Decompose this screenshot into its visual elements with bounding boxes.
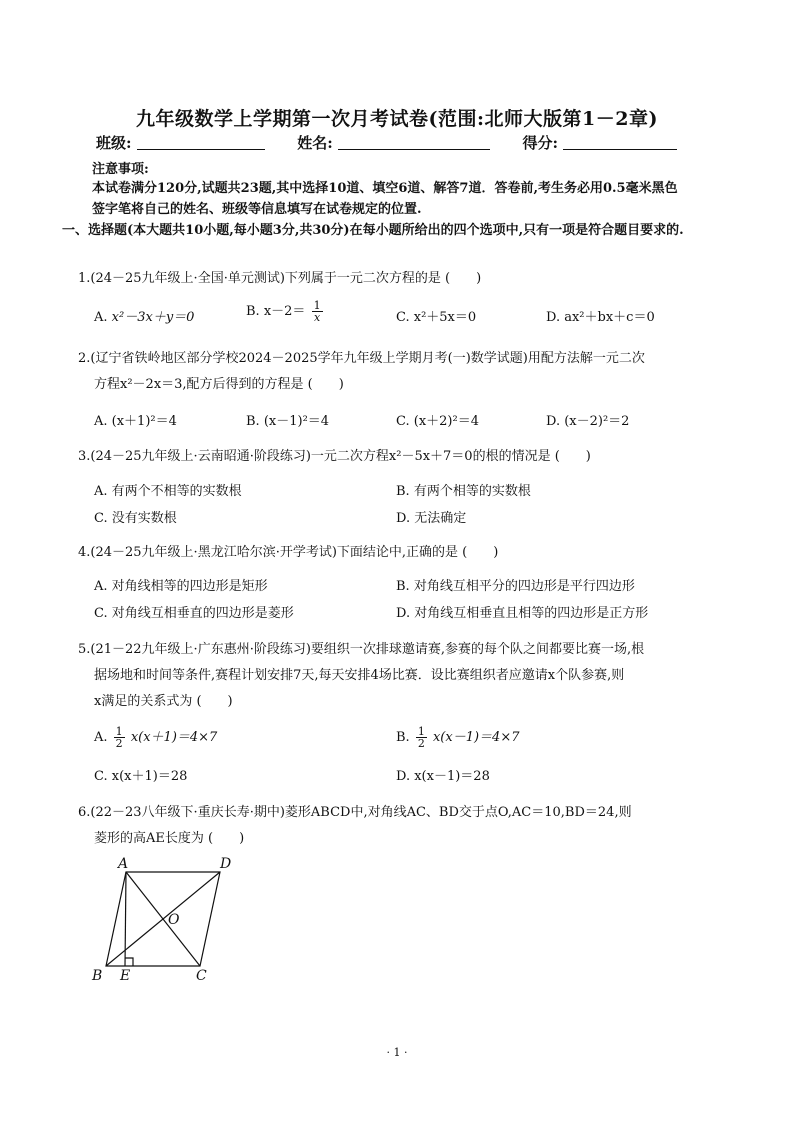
q3-option-d: D. 无法确定	[396, 511, 467, 526]
notes-line-2: 签字笔将自己的姓名、班级等信息填写在试卷规定的位置.	[92, 202, 422, 217]
q1-option-a	[94, 306, 194, 325]
point-label-d: D	[220, 856, 232, 872]
q1-option-a-letter: A.	[94, 310, 108, 325]
q4-option-a: A. 对角线相等的四边形是矩形	[94, 579, 268, 594]
rhombus-figure	[88, 852, 232, 986]
q4-option-c: C. 对角线互相垂直的四边形是菱形	[94, 606, 294, 621]
page-number: · 1 ·	[386, 1046, 408, 1059]
q3-option-b: B. 有两个相等的实数根	[396, 484, 531, 499]
notes-line-1: 本试卷满分120分,试题共23题,其中选择10道、填空6道、解答7道．答卷前,考生务必用0.5毫米黑色	[92, 181, 678, 196]
section-heading: 一、选择题(本大题共10小题,每小题3分,共30分)在每小题所给出的四个选项中,只有一项是符合题目要求的.	[62, 223, 684, 238]
q5-option-a-expr: x(x＋1)＝4×7	[130, 730, 218, 745]
q5-option-c: C. x(x＋1)＝28	[94, 769, 188, 784]
score-label: 得分:	[522, 134, 559, 152]
question-5-line-2: 据场地和时间等条件,赛程计划安排7天,每天安排4场比赛．设比赛组织者应邀请x个队参赛,则	[94, 668, 625, 683]
q5-option-b-fraction	[416, 726, 427, 749]
fraction-denominator: 2	[417, 737, 425, 750]
question-6-line-1: 6.(22－23八年级下·重庆长寿·期中)菱形ABCD中,对角线AC、BD交于点O,AC＝10,BD＝24,则	[78, 805, 632, 820]
fraction-denominator: x	[313, 311, 321, 324]
fraction-numerator: 1	[313, 299, 321, 312]
q1-option-b-text: B. x－2＝	[246, 304, 306, 319]
point-label-b: B	[92, 968, 103, 984]
q5-option-a	[94, 726, 217, 749]
q5-option-b-letter: B.	[396, 730, 410, 745]
score-field[interactable]	[563, 135, 677, 150]
question-1-stem: 1.(24－25九年级上·全国·单元测试)下列属于一元二次方程的是 ( )	[78, 271, 482, 286]
q1-option-d: D. ax²＋bx＋c＝0	[546, 310, 655, 325]
q4-option-b: B. 对角线互相平分的四边形是平行四边形	[396, 579, 635, 594]
q3-option-c: C. 没有实数根	[94, 511, 177, 526]
point-label-e: E	[120, 968, 131, 984]
question-6-line-2: 菱形的高AE长度为 ( )	[94, 831, 245, 846]
question-2-line-2: 方程x²－2x＝3,配方后得到的方程是 ( )	[94, 377, 344, 392]
question-5-line-3: x满足的关系式为 ( )	[94, 694, 233, 709]
question-3-stem: 3.(24－25九年级上·云南昭通·阶段练习)一元二次方程x²－5x＋7＝0的根的情况是 ( )	[78, 449, 591, 464]
q3-option-a: A. 有两个不相等的实数根	[94, 484, 242, 499]
fraction-numerator: 1	[417, 725, 425, 738]
q2-option-d: D. (x－2)²＝2	[546, 414, 630, 429]
question-2-line-1: 2.(辽宁省铁岭地区部分学校2024－2025学年九年级上学期月考(一)数学试题)用配方法解一元二次	[78, 351, 645, 366]
right-angle-mark	[125, 958, 133, 966]
notes-body	[92, 178, 732, 220]
q1-option-b	[246, 300, 325, 323]
fraction-numerator: 1	[115, 725, 123, 738]
name-field[interactable]	[338, 135, 490, 150]
q4-option-d: D. 对角线互相垂直且相等的四边形是正方形	[396, 606, 649, 621]
fraction-denominator: 2	[115, 737, 123, 750]
q5-option-d: D. x(x－1)＝28	[396, 769, 490, 784]
class-field[interactable]	[137, 135, 265, 150]
question-4-stem: 4.(24－25九年级上·黑龙江哈尔滨·开学考试)下面结论中,正确的是 ( )	[78, 545, 499, 560]
page-title: 九年级数学上学期第一次月考试卷(范围:北师大版第1－2章)	[136, 108, 658, 130]
point-label-a: A	[118, 856, 129, 872]
point-label-o: O	[168, 912, 180, 928]
point-label-c: C	[196, 968, 207, 984]
q5-option-b-expr: x(x－1)＝4×7	[432, 730, 520, 745]
q2-option-a: A. (x＋1)²＝4	[94, 414, 177, 429]
height-ae	[125, 872, 126, 966]
notes-heading: 注意事项:	[92, 162, 149, 177]
student-info-row	[96, 132, 677, 153]
name-label: 姓名:	[297, 134, 333, 152]
q2-option-c: C. (x＋2)²＝4	[396, 414, 479, 429]
q5-option-a-fraction	[114, 726, 125, 749]
class-label: 班级:	[96, 134, 132, 152]
q1-option-b-fraction	[312, 300, 323, 323]
q1-option-a-expr: x²－3x＋y＝0	[111, 310, 195, 325]
question-5-line-1: 5.(21－22九年级上·广东惠州·阶段练习)要组织一次排球邀请赛,参赛的每个队之间都要比赛一场,根	[78, 642, 645, 657]
q5-option-b	[396, 726, 519, 749]
q5-option-a-letter: A.	[94, 730, 108, 745]
q2-option-b: B. (x－1)²＝4	[246, 414, 330, 429]
q1-option-c: C. x²＋5x＝0	[396, 310, 477, 325]
